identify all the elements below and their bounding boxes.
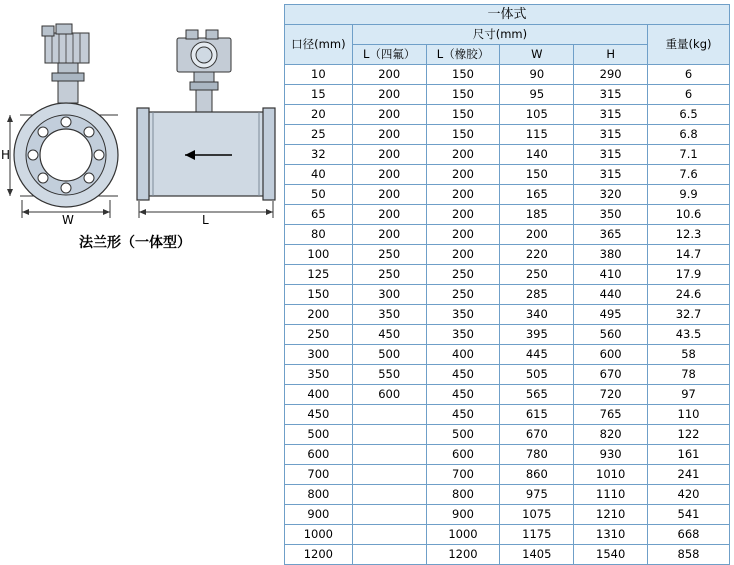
cell-w: 90	[500, 65, 574, 85]
diagram-caption: 法兰形（一体型）	[79, 235, 191, 251]
cell-h: 350	[574, 205, 648, 225]
cell-dn: 10	[285, 65, 353, 85]
table-row	[285, 525, 730, 545]
cell-dn: 100	[285, 245, 353, 265]
header-h: H	[574, 45, 648, 65]
cell-weight: 110	[648, 405, 730, 425]
cell-dn: 150	[285, 285, 353, 305]
table-row	[285, 65, 730, 85]
cell-weight: 12.3	[648, 225, 730, 245]
cell-l-ptfe: 200	[352, 205, 426, 225]
converter-head-front	[42, 24, 89, 81]
header-w: W	[500, 45, 574, 65]
pipe-body-side	[137, 108, 275, 200]
cell-weight: 858	[648, 545, 730, 565]
cell-h: 1310	[574, 525, 648, 545]
product-diagram	[0, 0, 282, 552]
cell-h: 315	[574, 125, 648, 145]
cell-weight: 58	[648, 345, 730, 365]
cell-h: 410	[574, 265, 648, 285]
cell-l-rubber: 200	[426, 185, 500, 205]
spec-table	[284, 4, 730, 565]
table-row	[285, 425, 730, 445]
cell-weight: 6	[648, 65, 730, 85]
table-row	[285, 505, 730, 525]
cell-dn: 300	[285, 345, 353, 365]
table-row	[285, 325, 730, 345]
cell-w: 150	[500, 165, 574, 185]
table-row	[285, 285, 730, 305]
cell-weight: 668	[648, 525, 730, 545]
table-header-row-1	[285, 25, 730, 45]
cell-w: 140	[500, 145, 574, 165]
cell-l-ptfe: 450	[352, 325, 426, 345]
cell-w: 105	[500, 105, 574, 125]
cell-h: 380	[574, 245, 648, 265]
converter-head-side	[177, 30, 231, 90]
table-row	[285, 125, 730, 145]
cell-dn: 80	[285, 225, 353, 245]
cell-weight: 6.5	[648, 105, 730, 125]
cell-w: 285	[500, 285, 574, 305]
cell-l-rubber: 200	[426, 225, 500, 245]
header-l-ptfe: L（四氟）	[352, 45, 426, 65]
dimension-label-h: H	[1, 148, 11, 162]
cell-dn: 65	[285, 205, 353, 225]
cell-weight: 6	[648, 85, 730, 105]
cell-weight: 420	[648, 485, 730, 505]
cell-h: 930	[574, 445, 648, 465]
cell-h: 670	[574, 365, 648, 385]
cell-l-ptfe: 200	[352, 225, 426, 245]
cell-l-rubber: 700	[426, 465, 500, 485]
cell-l-ptfe	[352, 405, 426, 425]
cell-w: 395	[500, 325, 574, 345]
neck-side	[196, 90, 212, 112]
table-row	[285, 545, 730, 565]
cell-weight: 97	[648, 385, 730, 405]
cell-dn: 32	[285, 145, 353, 165]
cell-dn: 40	[285, 165, 353, 185]
table-row	[285, 265, 730, 285]
cell-l-ptfe	[352, 505, 426, 525]
cell-l-ptfe	[352, 485, 426, 505]
cell-w: 165	[500, 185, 574, 205]
cell-dn: 1000	[285, 525, 353, 545]
cell-l-ptfe: 200	[352, 165, 426, 185]
cell-h: 315	[574, 145, 648, 165]
header-l-rubber: L（橡胶）	[426, 45, 500, 65]
cell-dn: 400	[285, 385, 353, 405]
cell-l-rubber: 150	[426, 85, 500, 105]
cell-w: 1405	[500, 545, 574, 565]
cell-weight: 43.5	[648, 325, 730, 345]
cell-weight: 78	[648, 365, 730, 385]
cell-dn: 25	[285, 125, 353, 145]
cell-l-ptfe: 200	[352, 125, 426, 145]
cell-l-rubber: 200	[426, 145, 500, 165]
cell-weight: 6.8	[648, 125, 730, 145]
cell-l-rubber: 1200	[426, 545, 500, 565]
cell-w: 975	[500, 485, 574, 505]
cell-h: 1210	[574, 505, 648, 525]
cell-w: 670	[500, 425, 574, 445]
cell-h: 315	[574, 105, 648, 125]
cell-w: 115	[500, 125, 574, 145]
table-row	[285, 485, 730, 505]
cell-l-rubber: 250	[426, 265, 500, 285]
spec-table-container	[284, 4, 730, 565]
cell-weight: 10.6	[648, 205, 730, 225]
cell-weight: 7.1	[648, 145, 730, 165]
table-row	[285, 205, 730, 225]
cell-l-rubber: 150	[426, 105, 500, 125]
cell-dn: 350	[285, 365, 353, 385]
cell-h: 1010	[574, 465, 648, 485]
cell-h: 600	[574, 345, 648, 365]
cell-weight: 122	[648, 425, 730, 445]
cell-w: 780	[500, 445, 574, 465]
cell-w: 250	[500, 265, 574, 285]
cell-l-ptfe: 200	[352, 145, 426, 165]
cell-l-ptfe: 550	[352, 365, 426, 385]
table-row	[285, 365, 730, 385]
cell-l-rubber: 200	[426, 205, 500, 225]
cell-weight: 7.6	[648, 165, 730, 185]
cell-l-ptfe: 200	[352, 185, 426, 205]
spec-table-head	[285, 5, 730, 65]
cell-l-rubber: 600	[426, 445, 500, 465]
cell-dn: 15	[285, 85, 353, 105]
table-title-row	[285, 5, 730, 25]
cell-weight: 17.9	[648, 265, 730, 285]
cell-h: 365	[574, 225, 648, 245]
cell-dn: 20	[285, 105, 353, 125]
table-title: 一体式	[285, 5, 730, 25]
cell-dn: 800	[285, 485, 353, 505]
cell-l-rubber: 800	[426, 485, 500, 505]
cell-h: 720	[574, 385, 648, 405]
table-row	[285, 445, 730, 465]
cell-l-ptfe: 600	[352, 385, 426, 405]
cell-w: 95	[500, 85, 574, 105]
cell-dn: 250	[285, 325, 353, 345]
cell-weight: 24.6	[648, 285, 730, 305]
cell-h: 290	[574, 65, 648, 85]
cell-dn: 125	[285, 265, 353, 285]
cell-l-rubber: 150	[426, 125, 500, 145]
cell-weight: 32.7	[648, 305, 730, 325]
cell-l-rubber: 450	[426, 365, 500, 385]
cell-l-ptfe	[352, 465, 426, 485]
flange-face	[14, 103, 118, 207]
table-row	[285, 305, 730, 325]
cell-l-ptfe	[352, 445, 426, 465]
cell-l-rubber: 150	[426, 65, 500, 85]
cell-weight: 14.7	[648, 245, 730, 265]
neck-front	[58, 81, 78, 103]
table-row	[285, 165, 730, 185]
cell-dn: 50	[285, 185, 353, 205]
cell-l-ptfe: 200	[352, 105, 426, 125]
cell-l-ptfe: 200	[352, 65, 426, 85]
cell-l-ptfe: 300	[352, 285, 426, 305]
cell-l-ptfe: 200	[352, 85, 426, 105]
cell-l-rubber: 900	[426, 505, 500, 525]
cell-l-rubber: 450	[426, 385, 500, 405]
cell-dn: 700	[285, 465, 353, 485]
cell-l-rubber: 500	[426, 425, 500, 445]
cell-weight: 161	[648, 445, 730, 465]
table-row	[285, 85, 730, 105]
cell-w: 445	[500, 345, 574, 365]
cell-l-rubber: 250	[426, 285, 500, 305]
cell-h: 1110	[574, 485, 648, 505]
table-row	[285, 405, 730, 425]
table-row	[285, 465, 730, 485]
header-size-group: 尺寸(mm)	[352, 25, 647, 45]
cell-l-ptfe	[352, 545, 426, 565]
table-row	[285, 185, 730, 205]
cell-w: 505	[500, 365, 574, 385]
cell-l-rubber: 350	[426, 325, 500, 345]
cell-w: 615	[500, 405, 574, 425]
cell-l-rubber: 1000	[426, 525, 500, 545]
table-row	[285, 225, 730, 245]
cell-l-ptfe	[352, 525, 426, 545]
cell-h: 1540	[574, 545, 648, 565]
cell-h: 765	[574, 405, 648, 425]
header-weight: 重量(kg)	[648, 25, 730, 65]
cell-h: 495	[574, 305, 648, 325]
table-row	[285, 345, 730, 365]
cell-dn: 500	[285, 425, 353, 445]
cell-h: 320	[574, 185, 648, 205]
cell-l-ptfe: 250	[352, 265, 426, 285]
dimension-label-l: L	[202, 213, 209, 227]
cell-dn: 900	[285, 505, 353, 525]
cell-l-rubber: 400	[426, 345, 500, 365]
cell-dn: 1200	[285, 545, 353, 565]
cell-w: 185	[500, 205, 574, 225]
cell-w: 860	[500, 465, 574, 485]
cell-dn: 200	[285, 305, 353, 325]
cell-l-ptfe	[352, 425, 426, 445]
cell-h: 560	[574, 325, 648, 345]
table-row	[285, 245, 730, 265]
cell-weight: 541	[648, 505, 730, 525]
cell-weight: 9.9	[648, 185, 730, 205]
cell-w: 200	[500, 225, 574, 245]
cell-l-rubber: 200	[426, 165, 500, 185]
cell-h: 315	[574, 85, 648, 105]
cell-l-rubber: 350	[426, 305, 500, 325]
cell-l-rubber: 200	[426, 245, 500, 265]
cell-l-ptfe: 350	[352, 305, 426, 325]
cell-h: 440	[574, 285, 648, 305]
table-row	[285, 105, 730, 125]
cell-h: 315	[574, 165, 648, 185]
cell-dn: 450	[285, 405, 353, 425]
cell-l-ptfe: 500	[352, 345, 426, 365]
dimension-label-w: W	[62, 213, 74, 227]
cell-weight: 241	[648, 465, 730, 485]
cell-w: 1075	[500, 505, 574, 525]
cell-w: 565	[500, 385, 574, 405]
cell-w: 340	[500, 305, 574, 325]
table-row	[285, 385, 730, 405]
cell-l-ptfe: 250	[352, 245, 426, 265]
header-dn: 口径(mm)	[285, 25, 353, 65]
cell-dn: 600	[285, 445, 353, 465]
table-row	[285, 145, 730, 165]
cell-l-rubber: 450	[426, 405, 500, 425]
cell-w: 1175	[500, 525, 574, 545]
flowmeter-drawing	[0, 0, 282, 240]
cell-h: 820	[574, 425, 648, 445]
cell-w: 220	[500, 245, 574, 265]
spec-table-body	[285, 65, 730, 565]
